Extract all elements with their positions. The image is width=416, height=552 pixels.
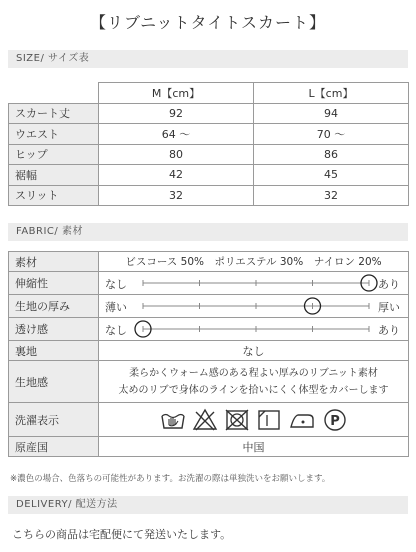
scale-right-label: あり <box>378 278 400 291</box>
cell-l: 32 <box>254 185 409 206</box>
stretch-scale-track <box>99 272 409 294</box>
care-icons-cell <box>99 403 409 437</box>
row-label: 生地感 <box>9 361 99 403</box>
table-row <box>9 295 409 318</box>
row-label: 裾幅 <box>9 165 99 186</box>
thickness-scale-cell <box>99 295 409 318</box>
line-dry-shade-icon <box>256 408 282 432</box>
cell-l: 70 〜 <box>254 124 409 145</box>
column-m: M【cm】 <box>99 83 254 104</box>
thickness-scale <box>99 295 408 317</box>
delivery-text: こちらの商品は宅配便にて発送いたします。 <box>12 528 232 541</box>
size-section-heading: SIZE/ サイズ表 <box>8 50 408 68</box>
table-row <box>9 403 409 437</box>
row-label: スリット <box>9 185 99 206</box>
feel-line-2: 太めのリブで身体のラインを拾いにくく体型をカバーします <box>118 384 389 396</box>
page-title: 【リブニットタイトスカート】 <box>89 13 327 32</box>
cell-m: 92 <box>99 103 254 124</box>
row-label: 素材 <box>9 252 99 272</box>
fabric-table <box>8 251 409 457</box>
care-note: ※濃色の場合、色落ちの可能性があります。お洗濯の際は単独洗いをお願いします。 <box>10 474 331 484</box>
feel-line-1: 柔らかくウォーム感のある程よい厚みのリブニット素材 <box>129 367 378 379</box>
svg-text:P: P <box>329 413 340 429</box>
care-icons <box>99 403 408 436</box>
no-tumble-dry-icon <box>224 408 250 432</box>
table-row <box>9 124 409 145</box>
delivery-section-heading: DELIVERY/ 配送方法 <box>8 496 408 514</box>
scale-right-label: 厚い <box>378 301 400 314</box>
table-row <box>9 341 409 361</box>
cell-l: 86 <box>254 144 409 165</box>
table-row <box>9 318 409 341</box>
row-label: 透け感 <box>9 318 99 341</box>
row-label: ヒップ <box>9 144 99 165</box>
size-table <box>8 82 409 206</box>
table-row <box>9 165 409 186</box>
table-row <box>9 437 409 457</box>
column-l: L【cm】 <box>254 83 409 104</box>
lining-value: なし <box>99 341 409 361</box>
table-row <box>9 272 409 295</box>
cell-m: 64 〜 <box>99 124 254 145</box>
material-value: ビスコース 50% ポリエステル 30% ナイロン 20% <box>99 252 409 272</box>
cell-m: 80 <box>99 144 254 165</box>
scale-left-label: なし <box>105 278 127 291</box>
table-row <box>9 252 409 272</box>
row-label: スカート丈 <box>9 103 99 124</box>
scale-left-label: なし <box>105 324 127 337</box>
row-label: 伸縮性 <box>9 272 99 295</box>
low-iron-icon <box>288 408 316 432</box>
feel-value <box>99 361 409 403</box>
sheer-scale <box>99 318 408 340</box>
dry-clean-p-icon <box>322 408 348 432</box>
size-table-header <box>9 83 409 104</box>
table-row <box>9 144 409 165</box>
scale-right-label: あり <box>378 324 400 337</box>
sheer-scale-cell <box>99 318 409 341</box>
row-label: ウエスト <box>9 124 99 145</box>
no-bleach-icon <box>192 408 218 432</box>
sheer-scale-track <box>99 318 409 340</box>
cell-l: 94 <box>254 103 409 124</box>
origin-value: 中国 <box>99 437 409 457</box>
table-row <box>9 361 409 403</box>
thickness-scale-track <box>99 295 409 317</box>
stretch-scale-cell <box>99 272 409 295</box>
header-empty-cell <box>9 83 99 104</box>
cell-l: 45 <box>254 165 409 186</box>
cell-m: 32 <box>99 185 254 206</box>
row-label: 裏地 <box>9 341 99 361</box>
scale-left-label: 薄い <box>105 301 127 314</box>
row-label: 洗濯表示 <box>9 403 99 437</box>
row-label: 生地の厚み <box>9 295 99 318</box>
cell-m: 42 <box>99 165 254 186</box>
row-label: 原産国 <box>9 437 99 457</box>
fabric-section-heading: FABRIC/ 素材 <box>8 223 408 241</box>
table-row <box>9 185 409 206</box>
hand-wash-icon <box>160 408 186 432</box>
table-row <box>9 103 409 124</box>
stretch-scale <box>99 272 408 294</box>
